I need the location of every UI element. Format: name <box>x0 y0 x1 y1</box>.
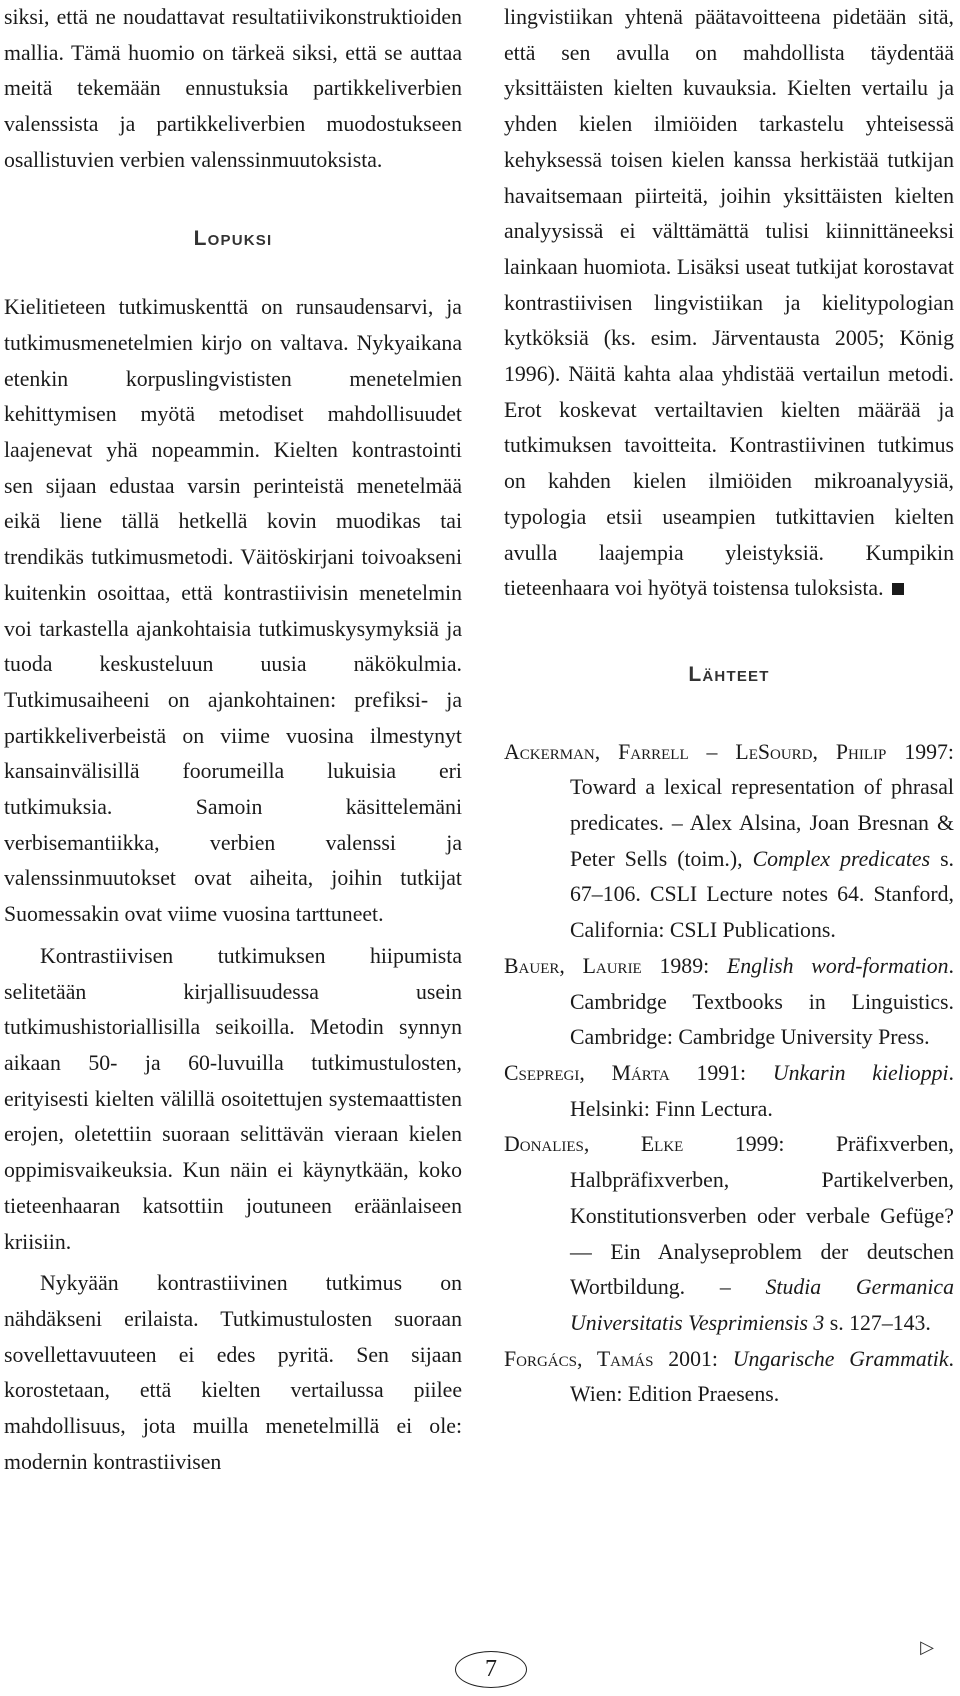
reference-entry <box>504 735 954 949</box>
reference-text-pre: 1997: Toward a lexical representation of phrasal predicates. – Alex Alsina, Joan Bresnan & Peter Sells (toim.), <box>570 739 954 871</box>
reference-entry <box>504 1056 954 1127</box>
reference-title: Unkarin kielioppi <box>772 1060 949 1085</box>
reference-entry <box>504 1342 954 1413</box>
reference-text-post: . Wien: Edition Praesens. <box>570 1346 954 1407</box>
paragraph-continued-text: lingvistiikan yhtenä päätavoitteena pidetään sitä, että sen avulla on mahdollista täydentää yksittäisten kielten kuvauksia. Kielten vertailu ja yhden kielen ilmiöiden tarkastelu yhteisessä kehyksessä toisen kielen kanssa herkistää tutkijan havaitsemaan piirteitä, joihin yksittäisten kielten analyysissä ei välttämättä tulisi kiinnittäneeksi lainkaan huomiota. Lisäksi useat tutkijat korostavat kontrastiivisen lingvistiikan ja kielitypologian kytköksiä (ks. esim. Järventausta 2005; König 1996). Näitä kahta alaa yhdistää vertailun metodi. Erot koskevat vertailtavien kielten määrää ja tutkimuksen tavoitteita. Kontrastiivinen tutkimus on kahden kielen ilmiöiden mikroanalyysiä, typologia etsii useampien tutkittavien kielten avulla laajempia yleistyksiä. Kumpikin tieteenhaara voi hyötyä toistensa tuloksista. <box>504 5 954 601</box>
reference-author: Forgács, Tamás <box>504 1346 654 1371</box>
end-of-text-mark-icon <box>892 583 904 595</box>
reference-author: Csepregi, Márta <box>504 1060 670 1085</box>
reference-text-post: . Cambridge Textbooks in Linguistics. Cambridge: Cambridge University Press. <box>570 953 954 1050</box>
right-column <box>504 0 954 1413</box>
left-column <box>4 0 462 1480</box>
reference-text-pre: 1999: Präfixverben, Halbpräfixverben, Partikelverben, Konstitutionsverben oder verbale Gefüge? — Ein Analyseproblem der deutschen Wortbildung. – <box>570 1132 954 1300</box>
reference-list <box>504 735 954 1413</box>
reference-title: Studia Germanica Universitatis Vesprimiensis 3 <box>570 1275 954 1335</box>
reference-author: Ackerman, Farrell – LeSourd, Philip <box>504 739 887 764</box>
reference-author: Bauer, Laurie <box>504 953 642 978</box>
paragraph-continued <box>504 0 954 607</box>
reference-text-post: . Helsinki: Finn Lectura. <box>570 1060 954 1121</box>
reference-text-post: s. 127–143. <box>824 1310 931 1335</box>
reference-author: Donalies, Elke <box>504 1132 684 1157</box>
reference-text-pre: 2001: <box>653 1346 733 1371</box>
section-heading-lopuksi: Lopuksi <box>193 226 273 250</box>
reference-title: Complex predicates <box>752 846 931 871</box>
reference-title: English word-formation <box>726 953 949 978</box>
section-heading-lahteet: Lähteet <box>688 662 770 686</box>
reference-text-pre: 1991: <box>669 1060 773 1085</box>
reference-title: Ungarische Grammatik <box>732 1346 949 1371</box>
reference-entry <box>504 1127 954 1341</box>
paragraph-3: Nykyään kontrastiivinen tutkimus on nähdäkseni erilaista. Tutkimustulosten suoraan sovellettavuuteen ei edes pyritä. Sen sijaan korostetaan, että kielten vertailussa piilee mahdollisuus, jota muilla menetelmillä ei ole: modernin kontrastiivisen <box>4 1271 462 1474</box>
reference-text-pre: 1989: <box>641 953 727 978</box>
reference-entry <box>504 949 954 1056</box>
continue-triangle-icon: ▷ <box>920 1637 934 1658</box>
page-number: 7 <box>455 1651 527 1688</box>
paragraph-1: Kielitieteen tutkimuskenttä on runsaudensarvi, ja tutkimusmenetelmien kirjo on valtava. Nykyaikana etenkin korpuslingvististen menetelmien kehittymisen myötä metodiset mahdollisuudet laajenevat yhä nopeammin. Kielten kontrastointi sen sijaan edustaa varsin perinteistä menetelmää eikä liene tällä hetkellä kovin muodikas tai trendikäs tutkimusmetodi. Väitöskirjani toivoakseni kuitenkin osoittaa, että kontrastiivisin menetelmin voi tarkastella ajankohtaisia tutkimuskysymyksiä ja tuoda keskusteluun uusia näkökulmia. Tutkimusaiheeni on ajankohtainen: prefiksi- ja partikkeliverbeistä on viime vuosina ilmestynyt kansainvälisillä foorumeilla lukuisia eri tutkimuksia. Samoin käsittelemäni verbisemantiikka, verbien valenssi ja valenssinmuutokset ovat aiheita, joihin tutkijat Suomessakin ovat viime vuosina tarttuneet. <box>4 295 462 927</box>
reference-text-post: s. 67–106. CSLI Lecture notes 64. Stanford, California: CSLI Publications. <box>570 846 954 943</box>
paragraph-2: Kontrastiivisen tutkimuksen hiipumista selitetään kirjallisuudessa usein tutkimushistoriallisilla seikoilla. Metodin synnyn aikaan 50- ja 60-luvuilla tutkimustulosten, erityisesti kielten välillä osoitettujen systemaattisten erojen, oletettiin suoraan selittävän vieraan kielen oppimisvaikeuksia. Kun näin ei käynytkään, koko tieteenhaaran katsottiin joutuneen eräänlaiseen kriisiin. <box>4 943 462 1254</box>
paragraph-intro: siksi, että ne noudattavat resultatiivikonstruktioiden mallia. Tämä huomio on tärkeä siksi, että se auttaa meitä tekemään ennustuksia partikkeliverbien valenssista ja partikkeliverbien muodostukseen osallistuvien verbien valenssinmuutoksista. <box>4 5 462 172</box>
